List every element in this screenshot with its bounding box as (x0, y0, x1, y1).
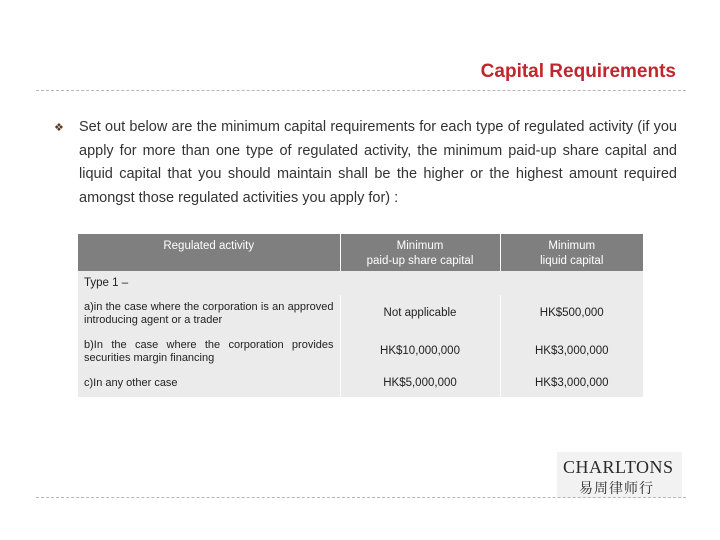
type-label: Type 1 – (78, 271, 643, 295)
header-min-liquid-line2: liquid capital (540, 255, 604, 267)
header-regulated-activity: Regulated activity (78, 234, 340, 271)
table-row (78, 371, 643, 397)
header-min-liquid-line1: Minimum (548, 240, 596, 252)
row-liquid: HK$500,000 (500, 295, 643, 333)
row-paidup: HK$5,000,000 (340, 371, 500, 397)
bullet-arrow-icon: ❖ (54, 122, 64, 134)
capital-requirements-table (78, 234, 643, 397)
slide-title: Capital Requirements (480, 61, 676, 82)
bottom-divider (36, 497, 686, 498)
row-activity: c)In any other case (78, 371, 340, 397)
row-paidup: HK$10,000,000 (340, 333, 500, 371)
top-divider (36, 90, 686, 91)
bullet-paragraph: Set out below are the minimum capital requirements for each type of regulated activity (if you apply for more than one type of regulated activity, the minimum paid-up share capital and liquid capital that you should maintain shall be the higher or the highest amount required amongst those regulated activities you apply for) : (79, 119, 677, 206)
row-liquid: HK$3,000,000 (500, 333, 643, 371)
logo-chinese: 易周律师行 (579, 481, 654, 497)
row-paidup: Not applicable (340, 295, 500, 333)
charltons-logo (557, 452, 682, 498)
logo-english: CHARLTONS (563, 457, 674, 477)
row-liquid: HK$3,000,000 (500, 371, 643, 397)
header-min-paidup-line2: paid-up share capital (366, 255, 474, 267)
type-row (78, 271, 643, 295)
header-min-liquid (500, 234, 643, 271)
table-row (78, 295, 643, 333)
table-header-row (78, 234, 643, 271)
header-min-paidup-line1: Minimum (396, 240, 444, 252)
row-activity: b)In the case where the corporation provides securities margin financing (78, 333, 340, 371)
table-row (78, 333, 643, 371)
header-min-paidup (340, 234, 500, 271)
row-activity: a)in the case where the corporation is an approved introducing agent or a trader (78, 295, 340, 333)
